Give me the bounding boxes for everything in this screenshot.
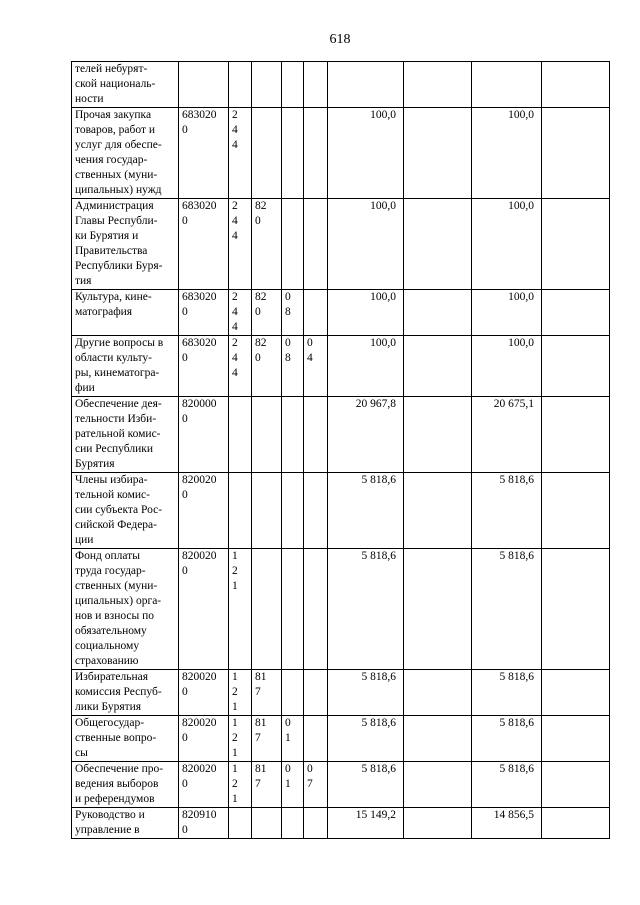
administrator-code-cell	[252, 762, 282, 808]
cell-line: тельности Изби-	[75, 413, 157, 425]
empty-cell	[542, 716, 610, 762]
cell-line: социальному	[75, 640, 140, 652]
cell-line: 0	[182, 732, 188, 744]
cell-line: 820020	[182, 717, 217, 729]
amount-cell: 100,0	[472, 199, 542, 290]
cell-line: лики Бурятия	[75, 701, 142, 713]
cell-line: 0	[285, 291, 291, 303]
expense-type-cell	[229, 473, 252, 549]
cell-line: 2	[232, 778, 238, 790]
item-name-cell	[72, 397, 179, 473]
expense-type-cell	[229, 199, 252, 290]
amount-cell: 5 818,6	[328, 473, 404, 549]
subsection-code-cell	[304, 808, 328, 839]
amount-cell: 5 818,6	[328, 762, 404, 808]
cell-line: Культура, кине-	[75, 291, 152, 303]
target-code-cell	[179, 62, 229, 108]
cell-line: 1	[232, 763, 238, 775]
target-code-cell	[179, 549, 229, 670]
table-row	[72, 199, 610, 290]
cell-line: Бурятия	[75, 458, 115, 470]
administrator-code-cell	[252, 199, 282, 290]
subsection-code-cell	[304, 108, 328, 199]
cell-line: 4	[232, 367, 238, 379]
cell-line: 4	[307, 352, 313, 364]
amount-cell: 20 967,8	[328, 397, 404, 473]
cell-line: матография	[75, 306, 133, 318]
cell-line: 1	[232, 580, 238, 592]
cell-line: Администрация	[75, 200, 154, 212]
administrator-code-cell	[252, 108, 282, 199]
cell-line: 683020	[182, 200, 217, 212]
cell-line: 4	[232, 215, 238, 227]
cell-line: 820020	[182, 550, 217, 562]
empty-cell	[404, 716, 472, 762]
amount-cell: 5 818,6	[328, 716, 404, 762]
target-code-cell	[179, 716, 229, 762]
cell-line: ведения выборов	[75, 778, 159, 790]
section-code-cell	[282, 670, 304, 716]
cell-line: чения государ-	[75, 154, 148, 166]
empty-cell	[542, 670, 610, 716]
cell-line: 4	[232, 124, 238, 136]
item-name-cell	[72, 473, 179, 549]
cell-line: 0	[182, 215, 188, 227]
subsection-code-cell	[304, 762, 328, 808]
amount-cell: 100,0	[328, 199, 404, 290]
section-code-cell	[282, 762, 304, 808]
administrator-code-cell	[252, 808, 282, 839]
empty-cell	[542, 808, 610, 839]
administrator-code-cell	[252, 549, 282, 670]
cell-line: ственных (муни-	[75, 169, 158, 181]
cell-line: страхованию	[75, 655, 139, 667]
subsection-code-cell	[304, 670, 328, 716]
cell-line: ственные вопро-	[75, 732, 157, 744]
cell-line: 0	[182, 686, 188, 698]
item-name-cell	[72, 199, 179, 290]
subsection-code-cell	[304, 290, 328, 336]
cell-line: 0	[182, 565, 188, 577]
cell-line: нов и взносы по	[75, 610, 155, 622]
cell-line: 4	[232, 306, 238, 318]
cell-line: 81	[255, 763, 267, 775]
cell-line: ки Бурятия и	[75, 230, 139, 242]
cell-line: Правительства	[75, 245, 148, 257]
cell-line: 1	[232, 550, 238, 562]
amount-cell: 5 818,6	[472, 716, 542, 762]
table-row	[72, 336, 610, 397]
cell-line: 7	[255, 778, 261, 790]
cell-line: 0	[285, 717, 291, 729]
cell-line: 8	[285, 306, 291, 318]
cell-line: 0	[307, 763, 313, 775]
item-name-cell	[72, 108, 179, 199]
subsection-code-cell	[304, 716, 328, 762]
empty-cell	[542, 108, 610, 199]
subsection-code-cell	[304, 549, 328, 670]
cell-line: фии	[75, 382, 95, 394]
cell-line: Обеспечение про-	[75, 763, 164, 775]
cell-line: Руководство и	[75, 809, 145, 821]
cell-line: телей небурят-	[75, 63, 148, 75]
table-row	[72, 670, 610, 716]
cell-line: 82	[255, 337, 267, 349]
amount-cell: 100,0	[472, 108, 542, 199]
cell-line: Другие вопросы в	[75, 337, 164, 349]
amount-cell: 100,0	[328, 108, 404, 199]
section-code-cell	[282, 290, 304, 336]
administrator-code-cell	[252, 670, 282, 716]
expense-type-cell	[229, 762, 252, 808]
expense-type-cell	[229, 62, 252, 108]
section-code-cell	[282, 397, 304, 473]
cell-line: 0	[285, 763, 291, 775]
cell-line: Прочая закупка	[75, 109, 152, 121]
section-code-cell	[282, 108, 304, 199]
cell-line: 2	[232, 565, 238, 577]
section-code-cell	[282, 549, 304, 670]
cell-line: 1	[285, 732, 291, 744]
cell-line: сии субъекта Рос-	[75, 504, 163, 516]
cell-line: управление в	[75, 824, 140, 836]
amount-cell	[328, 62, 404, 108]
cell-line: 4	[232, 352, 238, 364]
empty-cell	[542, 62, 610, 108]
administrator-code-cell	[252, 473, 282, 549]
cell-line: ции	[75, 534, 94, 546]
cell-line: комиссия Респуб-	[75, 686, 162, 698]
budget-table	[71, 61, 610, 839]
cell-line: 0	[307, 337, 313, 349]
cell-line: ственных (муни-	[75, 580, 158, 592]
cell-line: обязательному	[75, 625, 147, 637]
cell-line: 0	[255, 352, 261, 364]
cell-line: 7	[307, 778, 313, 790]
table-row	[72, 716, 610, 762]
cell-line: 2	[232, 686, 238, 698]
empty-cell	[404, 108, 472, 199]
expense-type-cell	[229, 397, 252, 473]
cell-line: 820020	[182, 671, 217, 683]
subsection-code-cell	[304, 199, 328, 290]
target-code-cell	[179, 199, 229, 290]
empty-cell	[542, 290, 610, 336]
target-code-cell	[179, 397, 229, 473]
table-row	[72, 473, 610, 549]
cell-line: 4	[232, 139, 238, 151]
item-name-cell	[72, 62, 179, 108]
target-code-cell	[179, 108, 229, 199]
administrator-code-cell	[252, 716, 282, 762]
cell-line: 0	[182, 352, 188, 364]
expense-type-cell	[229, 549, 252, 670]
empty-cell	[404, 808, 472, 839]
amount-cell: 5 818,6	[472, 670, 542, 716]
cell-line: Члены избира-	[75, 474, 148, 486]
cell-line: труда государ-	[75, 565, 146, 577]
cell-line: 0	[182, 413, 188, 425]
expense-type-cell	[229, 290, 252, 336]
table-row	[72, 397, 610, 473]
section-code-cell	[282, 716, 304, 762]
cell-line: 0	[182, 824, 188, 836]
cell-line: Республики Буря-	[75, 260, 163, 272]
cell-line: сы	[75, 747, 88, 759]
cell-line: ности	[75, 93, 104, 105]
cell-line: 2	[232, 109, 238, 121]
cell-line: 0	[182, 306, 188, 318]
cell-line: 4	[232, 230, 238, 242]
section-code-cell	[282, 62, 304, 108]
amount-cell: 100,0	[472, 290, 542, 336]
cell-line: 1	[232, 671, 238, 683]
expense-type-cell	[229, 716, 252, 762]
item-name-cell	[72, 716, 179, 762]
administrator-code-cell	[252, 290, 282, 336]
amount-cell: 5 818,6	[472, 549, 542, 670]
amount-cell: 14 856,5	[472, 808, 542, 839]
table-row	[72, 108, 610, 199]
cell-line: 0	[255, 215, 261, 227]
cell-line: 7	[255, 732, 261, 744]
target-code-cell	[179, 762, 229, 808]
administrator-code-cell	[252, 336, 282, 397]
empty-cell	[404, 549, 472, 670]
amount-cell: 15 149,2	[328, 808, 404, 839]
empty-cell	[542, 762, 610, 808]
cell-line: сийской Федера-	[75, 519, 157, 531]
amount-cell: 100,0	[472, 336, 542, 397]
expense-type-cell	[229, 108, 252, 199]
target-code-cell	[179, 290, 229, 336]
section-code-cell	[282, 473, 304, 549]
target-code-cell	[179, 808, 229, 839]
subsection-code-cell	[304, 473, 328, 549]
amount-cell: 20 675,1	[472, 397, 542, 473]
empty-cell	[404, 290, 472, 336]
cell-line: Главы Республи-	[75, 215, 158, 227]
target-code-cell	[179, 473, 229, 549]
subsection-code-cell	[304, 397, 328, 473]
cell-line: 7	[255, 686, 261, 698]
empty-cell	[404, 670, 472, 716]
empty-cell	[542, 549, 610, 670]
cell-line: и референдумов	[75, 793, 155, 805]
empty-cell	[404, 199, 472, 290]
cell-line: 82	[255, 200, 267, 212]
amount-cell: 5 818,6	[328, 670, 404, 716]
empty-cell	[542, 199, 610, 290]
budget-table-body	[72, 62, 610, 839]
cell-line: 0	[182, 489, 188, 501]
cell-line: тельной комис-	[75, 489, 150, 501]
cell-line: ры, кинематогра-	[75, 367, 160, 379]
empty-cell	[542, 336, 610, 397]
subsection-code-cell	[304, 336, 328, 397]
cell-line: ципальных) нужд	[75, 184, 162, 196]
cell-line: 0	[182, 778, 188, 790]
section-code-cell	[282, 808, 304, 839]
item-name-cell	[72, 290, 179, 336]
table-row	[72, 62, 610, 108]
table-row	[72, 549, 610, 670]
cell-line: услуг для обеспе-	[75, 139, 162, 151]
cell-line: 2	[232, 291, 238, 303]
cell-line: 1	[232, 701, 238, 713]
section-code-cell	[282, 336, 304, 397]
empty-cell	[404, 336, 472, 397]
cell-line: Избирательная	[75, 671, 149, 683]
cell-line: 0	[182, 124, 188, 136]
cell-line: 683020	[182, 291, 217, 303]
amount-cell: 100,0	[328, 290, 404, 336]
expense-type-cell	[229, 808, 252, 839]
section-code-cell	[282, 199, 304, 290]
empty-cell	[542, 473, 610, 549]
cell-line: рательной комис-	[75, 428, 161, 440]
cell-line: 8	[285, 352, 291, 364]
amount-cell: 5 818,6	[328, 549, 404, 670]
cell-line: 0	[255, 306, 261, 318]
page-number: 618	[329, 32, 351, 47]
cell-line: 820020	[182, 474, 217, 486]
cell-line: ской националь-	[75, 78, 156, 90]
item-name-cell	[72, 670, 179, 716]
table-row	[72, 762, 610, 808]
cell-line: 1	[232, 747, 238, 759]
cell-line: 0	[285, 337, 291, 349]
cell-line: сии Республики	[75, 443, 153, 455]
cell-line: ципальных) орга-	[75, 595, 162, 607]
cell-line: Общегосудар-	[75, 717, 145, 729]
cell-line: 683020	[182, 337, 217, 349]
cell-line: 820020	[182, 763, 217, 775]
cell-line: 2	[232, 200, 238, 212]
administrator-code-cell	[252, 62, 282, 108]
cell-line: Обеспечение дея-	[75, 398, 162, 410]
cell-line: 820000	[182, 398, 217, 410]
item-name-cell	[72, 808, 179, 839]
empty-cell	[404, 762, 472, 808]
amount-cell: 100,0	[328, 336, 404, 397]
target-code-cell	[179, 336, 229, 397]
subsection-code-cell	[304, 62, 328, 108]
amount-cell	[472, 62, 542, 108]
cell-line: 2	[232, 732, 238, 744]
expense-type-cell	[229, 336, 252, 397]
table-row	[72, 290, 610, 336]
expense-type-cell	[229, 670, 252, 716]
cell-line: 2	[232, 337, 238, 349]
empty-cell	[404, 473, 472, 549]
cell-line: 1	[232, 717, 238, 729]
item-name-cell	[72, 549, 179, 670]
target-code-cell	[179, 670, 229, 716]
cell-line: 82	[255, 291, 267, 303]
table-row	[72, 808, 610, 839]
cell-line: 81	[255, 671, 267, 683]
cell-line: 1	[232, 793, 238, 805]
cell-line: 820910	[182, 809, 217, 821]
cell-line: товаров, работ и	[75, 124, 156, 136]
empty-cell	[404, 397, 472, 473]
administrator-code-cell	[252, 397, 282, 473]
cell-line: области культу-	[75, 352, 152, 364]
cell-line: 683020	[182, 109, 217, 121]
item-name-cell	[72, 762, 179, 808]
cell-line: 81	[255, 717, 267, 729]
cell-line: тия	[75, 275, 92, 287]
amount-cell: 5 818,6	[472, 473, 542, 549]
empty-cell	[542, 397, 610, 473]
amount-cell: 5 818,6	[472, 762, 542, 808]
cell-line: 1	[285, 778, 291, 790]
cell-line: 4	[232, 321, 238, 333]
item-name-cell	[72, 336, 179, 397]
cell-line: Фонд оплаты	[75, 550, 140, 562]
empty-cell	[404, 62, 472, 108]
